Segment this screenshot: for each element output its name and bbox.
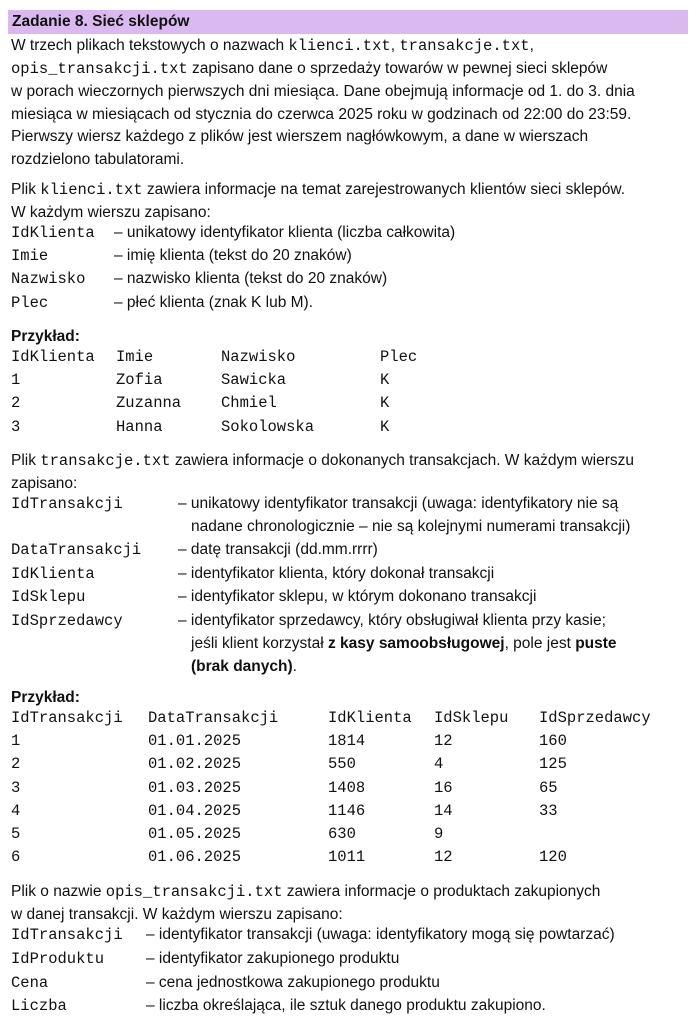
table-cell: 1408 <box>328 778 366 797</box>
table-cell: 4 <box>11 801 21 820</box>
table-row <box>11 729 669 752</box>
field-desc-cont: jeśli klient korzystał z kasy samoobsługowej, pole jest puste <box>191 635 617 652</box>
table-cell <box>539 822 669 845</box>
example-heading: Przykład: <box>11 328 80 345</box>
field-name: IdKlienta <box>11 565 95 583</box>
transakcje-line-1: Plik transakcje.txt zawiera informacje o dokonanych transakcjach. W każdym wierszu <box>11 452 634 470</box>
intro-line-3: w porach wieczornych pierwszych dni miesiąca. Dane obejmują informacje od 1. do 3. dnia <box>11 83 635 100</box>
field-name: Imie <box>11 247 49 265</box>
field-desc: – cena jednostkowa zakupionego produktu <box>146 974 440 991</box>
table-cell: 160 <box>539 731 567 750</box>
table-cell: 1 <box>11 370 21 389</box>
table-cell: 01.06.2025 <box>148 848 242 867</box>
table-cell: 12 <box>434 848 453 867</box>
table-header-cell: Nazwisko <box>221 347 296 366</box>
table-cell: Sokolowska <box>221 417 315 436</box>
table-cell: 01.01.2025 <box>148 731 242 750</box>
field-desc: – liczba określająca, ile sztuk danego produktu zakupiono. <box>146 997 546 1014</box>
table-header-cell: IdTransakcji <box>11 708 123 727</box>
klienci-line-1: Plik klienci.txt zawiera informacje na temat zarejestrowanych klientów sieci sklepów. <box>11 181 626 199</box>
field-desc-cont: nadane chronologicznie – nie są kolejnymi numerami transakcji) <box>191 518 631 535</box>
table-header-cell: IdSklepu <box>434 708 509 727</box>
table-cell: 125 <box>539 755 567 774</box>
intro-line-4: miesiąca w miesiącach od stycznia do czerwca 2025 roku w godzinach od 22:00 do 23:59. <box>11 106 632 123</box>
table-cell: 65 <box>539 778 558 797</box>
table-cell: Zuzanna <box>116 394 182 413</box>
table-cell: 1 <box>11 731 21 750</box>
table-cell: 2 <box>11 755 21 774</box>
filename-opis-2: opis_transakcji.txt <box>105 883 283 901</box>
table-cell: K <box>380 394 390 413</box>
table-cell: 1011 <box>328 848 366 867</box>
table-cell: K <box>380 370 390 389</box>
table-row <box>11 415 440 438</box>
task-title-bar <box>8 10 688 34</box>
field-name: Nazwisko <box>11 270 86 288</box>
table-cell: 01.05.2025 <box>148 825 242 844</box>
field-name: IdTransakcji <box>11 495 123 513</box>
intro-line-1: W trzech plikach tekstowych o nazwach klienci.txt, transakcje.txt, <box>11 37 534 55</box>
table-cell: 6 <box>11 848 21 867</box>
table-cell: 5 <box>11 825 21 844</box>
field-desc: – nazwisko klienta (tekst do 20 znaków) <box>114 270 388 287</box>
table-cell: 01.03.2025 <box>148 778 242 797</box>
table-cell: 4 <box>434 755 444 774</box>
field-desc: – datę transakcji (dd.mm.rrrr) <box>178 541 378 558</box>
table-row <box>11 822 669 845</box>
field-name: IdProduktu <box>11 950 105 968</box>
table-header-cell: IdKlienta <box>328 708 412 727</box>
table-cell: 12 <box>434 731 453 750</box>
table-header-cell: IdKlienta <box>11 347 95 366</box>
table-row <box>11 392 440 415</box>
table-row <box>11 846 669 869</box>
transakcje-example-table <box>11 706 669 869</box>
field-desc: – identyfikator sklepu, w którym dokonano transakcji <box>178 588 537 605</box>
filename-opis: opis_transakcji.txt <box>11 60 188 78</box>
klienci-line-2: W każdym wierszu zapisano: <box>11 204 211 221</box>
table-cell: Zofia <box>116 370 163 389</box>
table-cell: 120 <box>539 848 567 867</box>
table-cell: 16 <box>434 778 453 797</box>
example-heading: Przykład: <box>11 689 80 706</box>
opis-line-1: Plik o nazwie opis_transakcji.txt zawiera informacje o produktach zakupionych <box>11 883 601 901</box>
table-header-cell: DataTransakcji <box>148 708 279 727</box>
table-cell: 1146 <box>328 801 366 820</box>
field-name: IdKlienta <box>11 224 95 242</box>
field-name: Plec <box>11 294 49 312</box>
table-cell: K <box>380 417 390 436</box>
table-cell: 550 <box>328 755 356 774</box>
table-row <box>11 368 440 391</box>
table-cell: Sawicka <box>221 370 287 389</box>
table-cell: 14 <box>434 801 453 820</box>
intro-line-5: Pierwszy wiersz każdego z plików jest wierszem nagłówkowym, a dane w wierszach <box>11 128 589 145</box>
field-desc: – identyfikator zakupionego produktu <box>146 950 400 967</box>
field-desc: – unikatowy identyfikator transakcji (uwaga: identyfikatory nie są <box>178 495 619 512</box>
table-cell: 3 <box>11 778 21 797</box>
field-desc: – identyfikator klienta, który dokonał transakcji <box>178 565 495 582</box>
field-desc: – unikatowy identyfikator klienta (liczba całkowita) <box>114 224 456 241</box>
table-cell: 01.04.2025 <box>148 801 242 820</box>
table-cell: 01.02.2025 <box>148 755 242 774</box>
table-cell: 1814 <box>328 731 366 750</box>
table-cell: 2 <box>11 394 21 413</box>
table-header-cell: IdSprzedawcy <box>539 708 651 727</box>
field-name: Liczba <box>11 997 67 1015</box>
filename-klienci-2: klienci.txt <box>40 181 143 199</box>
field-name: IdSprzedawcy <box>11 612 123 630</box>
field-name: Cena <box>11 974 49 992</box>
table-header-row <box>11 345 440 368</box>
table-cell: 9 <box>434 825 444 844</box>
opis-line-2: w danej transakcji. W każdym wierszu zapisano: <box>11 906 343 923</box>
field-name: DataTransakcji <box>11 541 142 559</box>
filename-transakcje: transakcje.txt <box>399 37 530 55</box>
field-desc: – płeć klienta (znak K lub M). <box>114 294 314 311</box>
table-header-cell: Plec <box>380 347 418 366</box>
table-cell: 3 <box>11 417 21 436</box>
table-cell: 630 <box>328 825 356 844</box>
field-name: IdTransakcji <box>11 926 123 944</box>
task-title: Zadanie 8. Sieć sklepów <box>12 13 190 30</box>
field-name: IdSklepu <box>11 588 86 606</box>
filename-klienci: klienci.txt <box>288 37 391 55</box>
table-cell: 33 <box>539 801 558 820</box>
klienci-example-table <box>11 345 440 438</box>
table-cell: Chmiel <box>221 394 277 413</box>
field-desc-cont: (brak danych). <box>191 658 297 675</box>
transakcje-line-2: zapisano: <box>11 475 78 492</box>
table-header-row <box>11 706 669 729</box>
field-desc: – identyfikator sprzedawcy, który obsługiwał klienta przy kasie; <box>178 612 606 629</box>
intro-line-2: opis_transakcji.txt zapisano dane o sprzedaży towarów w pewnej sieci sklepów <box>11 60 608 78</box>
field-desc: – identyfikator transakcji (uwaga: identyfikatory mogą się powtarzać) <box>146 926 615 943</box>
table-cell: Hanna <box>116 417 163 436</box>
table-row <box>11 799 669 822</box>
field-desc: – imię klienta (tekst do 20 znaków) <box>114 247 352 264</box>
filename-transakcje-2: transakcje.txt <box>40 452 171 470</box>
table-header-cell: Imie <box>116 347 154 366</box>
intro-line-6: rozdzielono tabulatorami. <box>11 151 185 168</box>
table-row <box>11 753 669 776</box>
table-row <box>11 776 669 799</box>
